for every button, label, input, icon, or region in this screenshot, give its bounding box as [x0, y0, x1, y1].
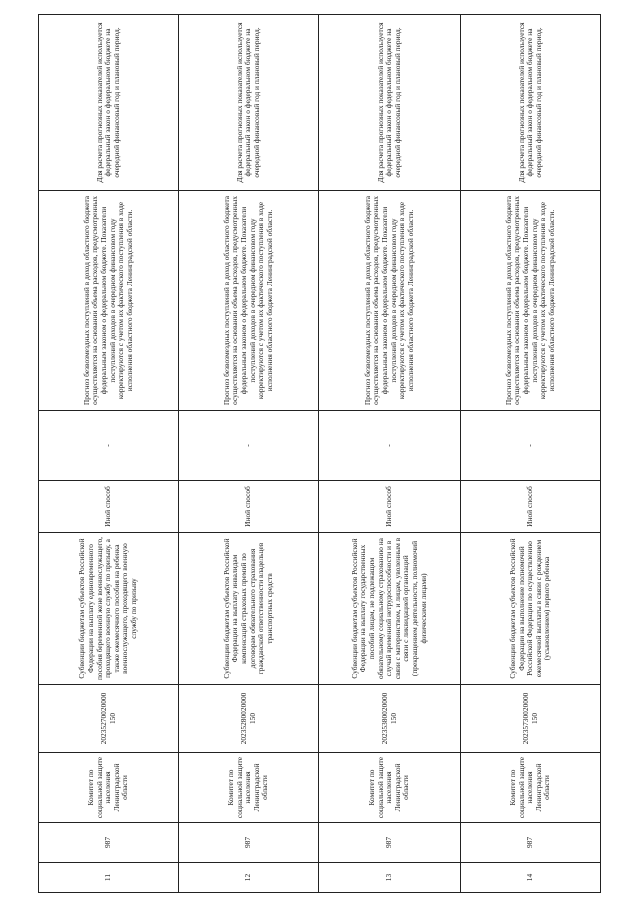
algorithm-text: Прогноз безвозмездных поступлений в доход областного бюджета осуществляется на основании объема расходов, предусмотренных федеральным законом о федеральном бюджете. Показатели поступлений доходов в очередном финансовом году корректируются с учетом их фактического поступления в ходе исполнения областного бюджета Ленинградской области.: [319, 191, 461, 411]
source-note: Для расчета прогнозных показателей используется федеральный закон о федеральном бюджете на очередной финансовый год и плановый период.: [179, 15, 319, 191]
row-number: 11: [39, 863, 179, 893]
row-number: 12: [179, 863, 319, 893]
forecast-method: Иной способ: [319, 481, 461, 533]
formula-cell: -: [179, 411, 319, 481]
revenue-description: Субвенции бюджетам субъектов Российской Федерации на выплату единовременного пособия беременной жене военнослужащего, проходящего военную службу по призыву, а также ежемесячного пособия на ребенка военнослужащего, проходящего военную службу по призыву: [39, 533, 179, 685]
revenue-forecast-table: [38, 14, 601, 893]
formula-cell: -: [319, 411, 461, 481]
forecast-method: Иной способ: [39, 481, 179, 533]
algorithm-text: Прогноз безвозмездных поступлений в доход областного бюджета осуществляется на основании объема расходов, предусмотренных федеральным законом о федеральном бюджете. Показатели поступлений доходов в очередном финансовом году корректируются с учетом их фактического поступления в ходе исполнения областного бюджета Ленинградской области.: [179, 191, 319, 411]
admin-code: 987: [39, 823, 179, 863]
algorithm-text: Прогноз безвозмездных поступлений в доход областного бюджета осуществляется на основании объема расходов, предусмотренных федеральным законом о федеральном бюджете. Показатели поступлений доходов в очередном финансовом году корректируются с учетом их фактического поступления в ходе исполнения областного бюджета Ленинградской области.: [461, 191, 601, 411]
budget-code: 20235280020000 150: [179, 685, 319, 753]
row-number: 13: [319, 863, 461, 893]
source-note: Для расчета прогнозных показателей используется федеральный закон о федеральном бюджете на очередной финансовый год и плановый период.: [461, 15, 601, 191]
budget-code: 20235380020000 150: [319, 685, 461, 753]
formula-cell: -: [39, 411, 179, 481]
row-number: 14: [461, 863, 601, 893]
forecast-method: Иной способ: [461, 481, 601, 533]
admin-code: 987: [319, 823, 461, 863]
revenue-description: Субвенции бюджетам субъектов Российской Федерации на выплату инвалидам компенсаций страховых премий по договорам обязательного страхования гражданской ответственности владельцев транспортных средств: [179, 533, 319, 685]
admin-code: 987: [179, 823, 319, 863]
administrator-name: Комитет по социальной защите населения Ленинградской области: [39, 753, 179, 823]
table-row: [39, 15, 179, 893]
table-row: [461, 15, 601, 893]
administrator-name: Комитет по социальной защите населения Ленинградской области: [319, 753, 461, 823]
table-row: [179, 15, 319, 893]
revenue-description: Субвенции бюджетам субъектов Российской Федерации на выполнение полномочий Российской Федерации по осуществлению ежемесячной выплаты в связи с рождением (усыновлением) первого ребенка: [461, 533, 601, 685]
forecast-method: Иной способ: [179, 481, 319, 533]
algorithm-text: Прогноз безвозмездных поступлений в доход областного бюджета осуществляется на основании объема расходов, предусмотренных федеральным законом о федеральном бюджете. Показатели поступлений доходов в очередном финансовом году корректируются с учетом их фактического поступления в ходе исполнения областного бюджета Ленинградской области.: [39, 191, 179, 411]
revenue-description: Субвенции бюджетам субъектов Российской Федерации на выплату государственных пособий лицам, не подлежащим обязательному социальному страхованию на случай временной нетрудоспособности и в связи с материнством, и лицам, уволенным в связи с ликвидацией организаций (прекращением деятельности, полномочий физическими лицами): [319, 533, 461, 685]
administrator-name: Комитет по социальной защите населения Ленинградской области: [461, 753, 601, 823]
formula-cell: -: [461, 411, 601, 481]
source-note: Для расчета прогнозных показателей используется федеральный закон о федеральном бюджете на очередной финансовый год и плановый период.: [39, 15, 179, 191]
budget-code: 20235270020000 150: [39, 685, 179, 753]
admin-code: 987: [461, 823, 601, 863]
source-note: Для расчета прогнозных показателей используется федеральный закон о федеральном бюджете на очередной финансовый год и плановый период.: [319, 15, 461, 191]
budget-code: 20235730020000 150: [461, 685, 601, 753]
table-row: [319, 15, 461, 893]
administrator-name: Комитет по социальной защите населения Ленинградской области: [179, 753, 319, 823]
